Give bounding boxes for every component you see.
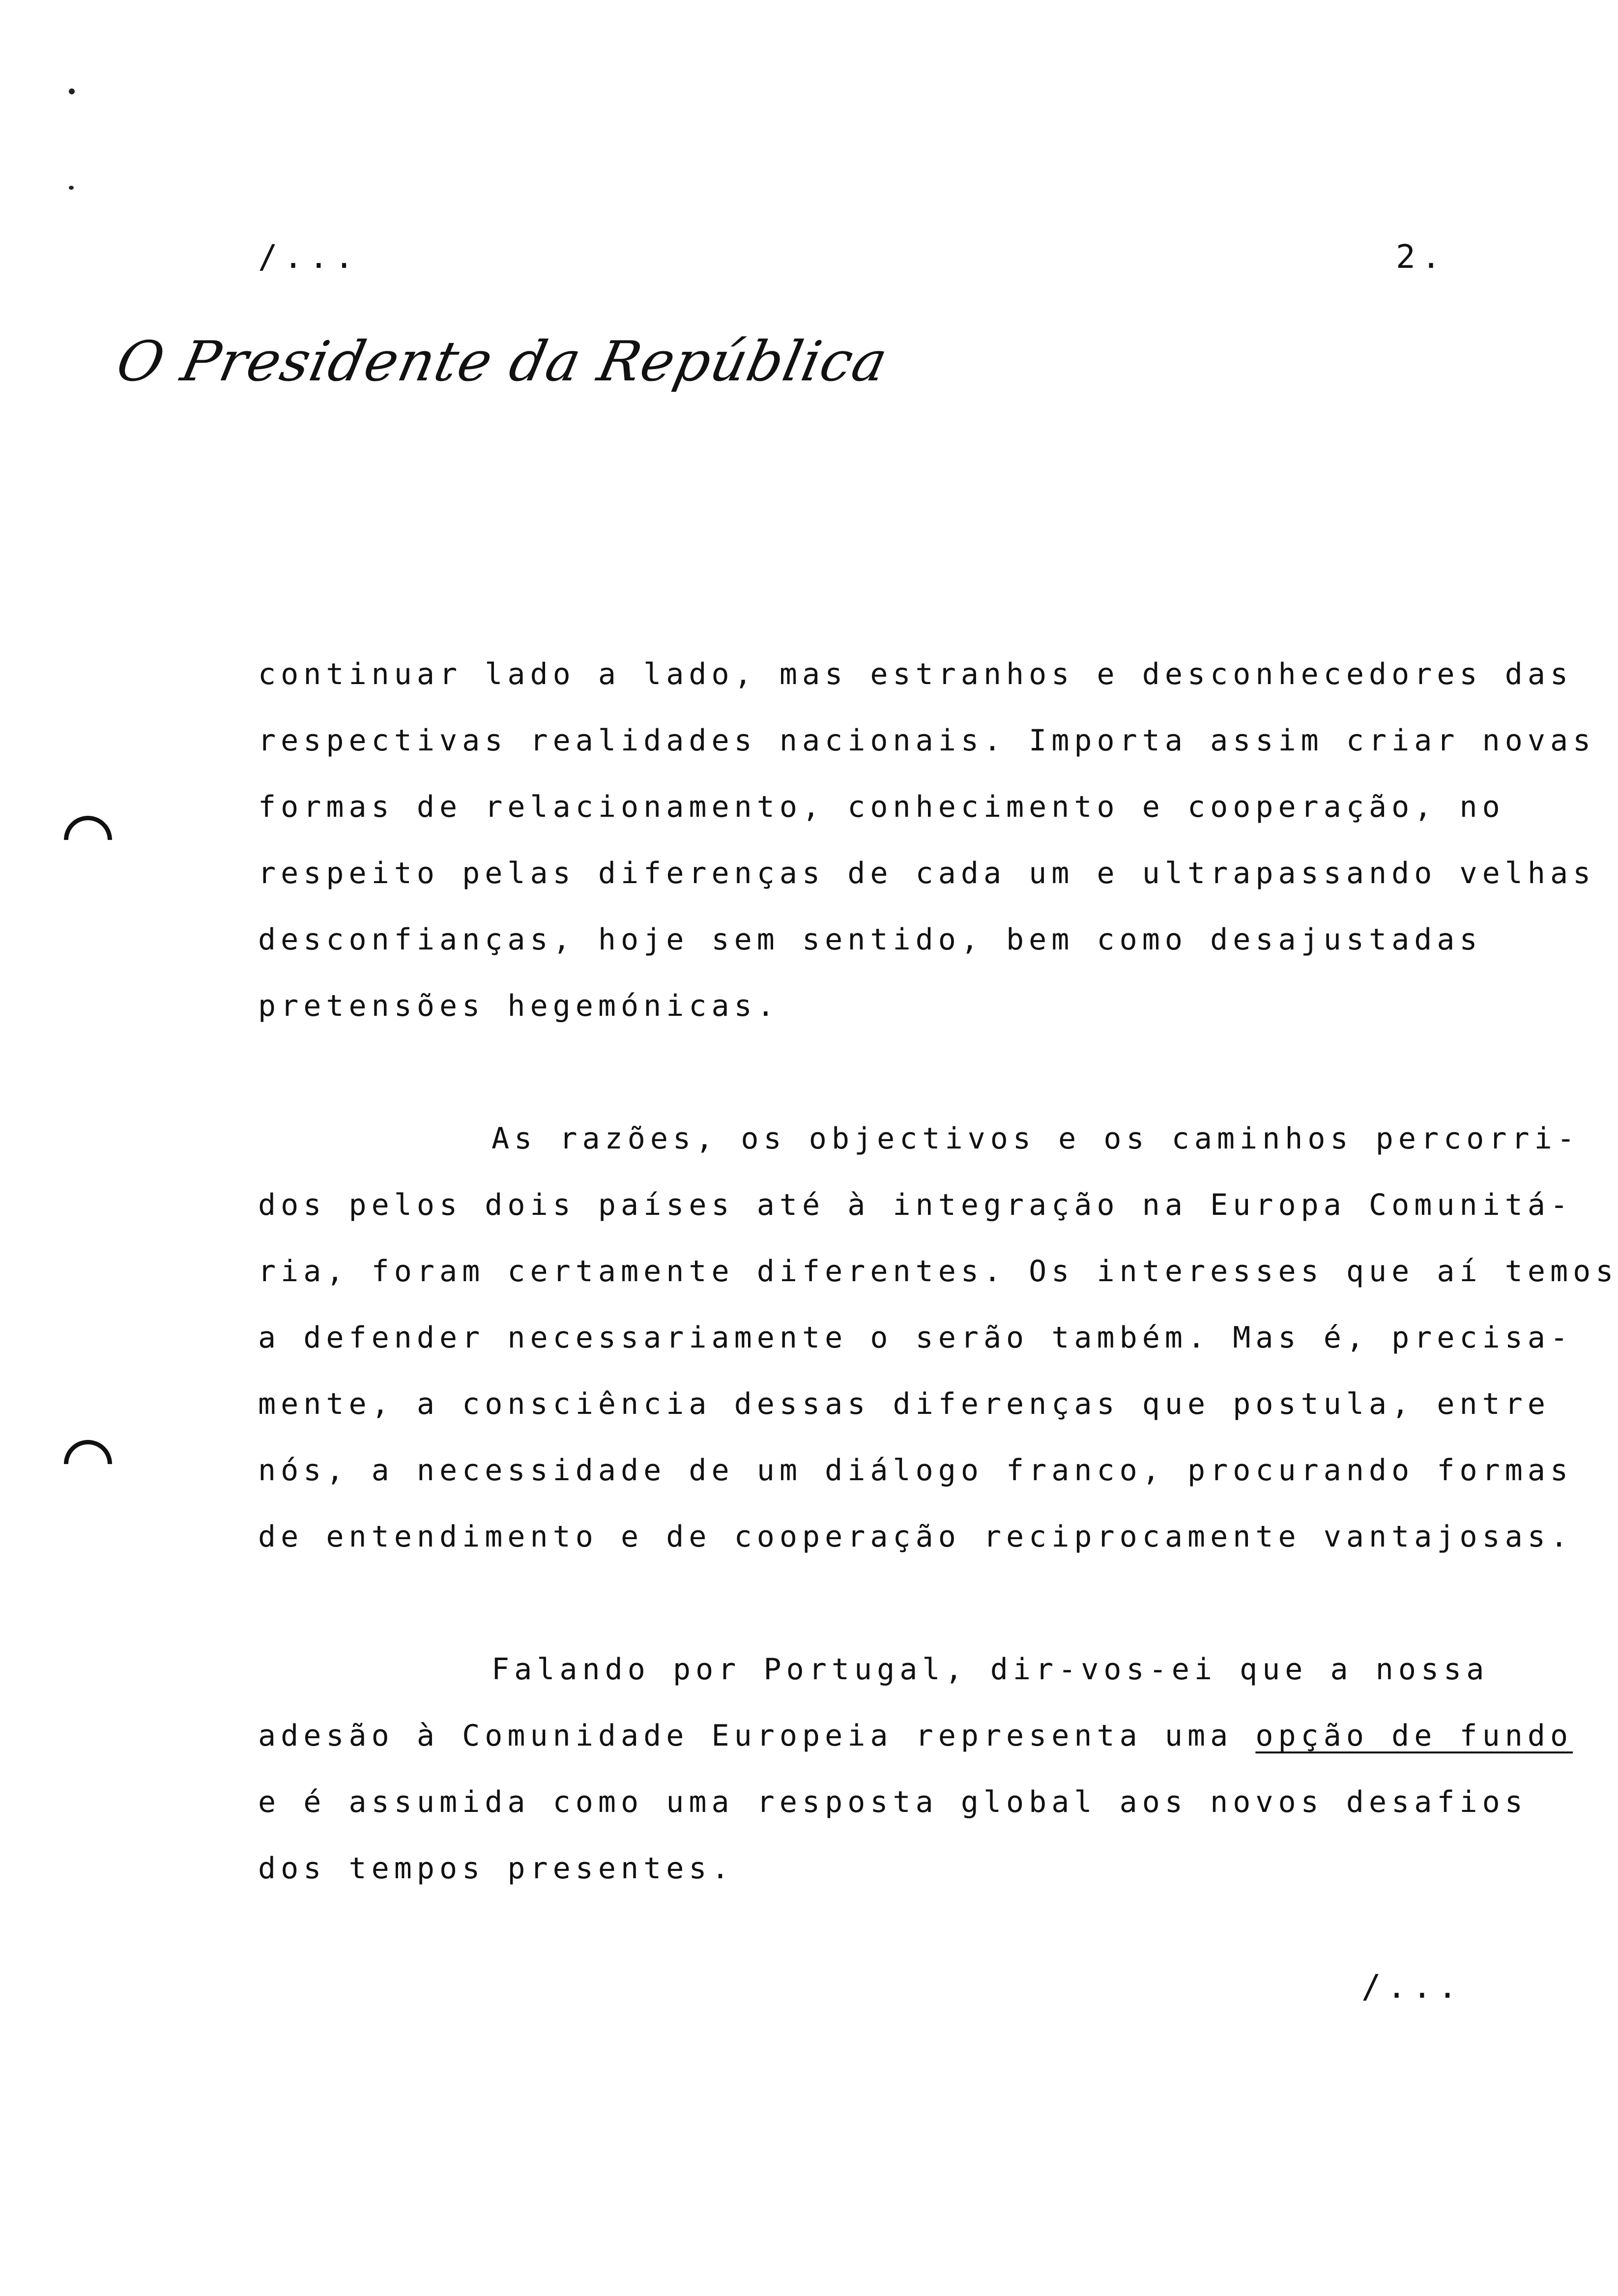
letterhead-title: O Presidente da República xyxy=(111,330,894,394)
text-line: respectivas realidades nacionais. Importa assim criar novas xyxy=(258,723,1596,758)
continuation-marker-bottom: /... xyxy=(1361,1968,1463,2006)
text-line: nós, a necessidade de um diálogo franco, procurando formas xyxy=(258,1453,1573,1488)
text-line: e é assumida como uma resposta global aos novos desafios xyxy=(258,1785,1528,1819)
scan-speck xyxy=(69,88,75,94)
continuation-marker-top: /... xyxy=(258,238,360,276)
text-line: dos pelos dois países até à integração na Europa Comunitá- xyxy=(258,1188,1573,1222)
text-line: mente, a consciência dessas diferenças que postula, entre xyxy=(258,1387,1551,1421)
text-line: continuar lado a lado, mas estranhos e desconhecedores das xyxy=(258,657,1573,691)
paragraph-3 xyxy=(258,1636,1573,1902)
text-line: respeito pelas diferenças de cada um e ultrapassando velhas xyxy=(258,856,1596,890)
text-line: As razões, os objectivos e os caminhos percorri- xyxy=(491,1121,1580,1156)
text-line: formas de relacionamento, conhecimento e cooperação, no xyxy=(258,790,1505,824)
paragraph-2 xyxy=(258,1106,1618,1570)
scan-speck xyxy=(69,186,74,190)
text-line: a defender necessariamente o serão também. Mas é, precisa- xyxy=(258,1320,1573,1355)
hole-punch-mark xyxy=(54,806,122,874)
text-line: pretensões hegemónicas. xyxy=(258,989,780,1023)
text-line: desconfianças, hoje sem sentido, bem como desajustadas xyxy=(258,922,1482,957)
paragraph-1 xyxy=(258,641,1596,1039)
text-line: ria, foram certamente diferentes. Os interesses que aí temos xyxy=(258,1254,1618,1289)
text-line: de entendimento e de cooperação reciprocamente vantajosas. xyxy=(258,1520,1573,1554)
underlined-phrase: opção de fundo xyxy=(1255,1719,1573,1753)
text-line-segment: adesão à Comunidade Europeia representa uma xyxy=(258,1719,1233,1753)
page-number: 2. xyxy=(1396,238,1447,276)
text-line xyxy=(258,1703,1573,1769)
hole-punch-mark xyxy=(54,1430,122,1498)
text-line: Falando por Portugal, dir-vos-ei que a nossa xyxy=(491,1652,1489,1687)
text-line: dos tempos presentes. xyxy=(258,1851,734,1886)
